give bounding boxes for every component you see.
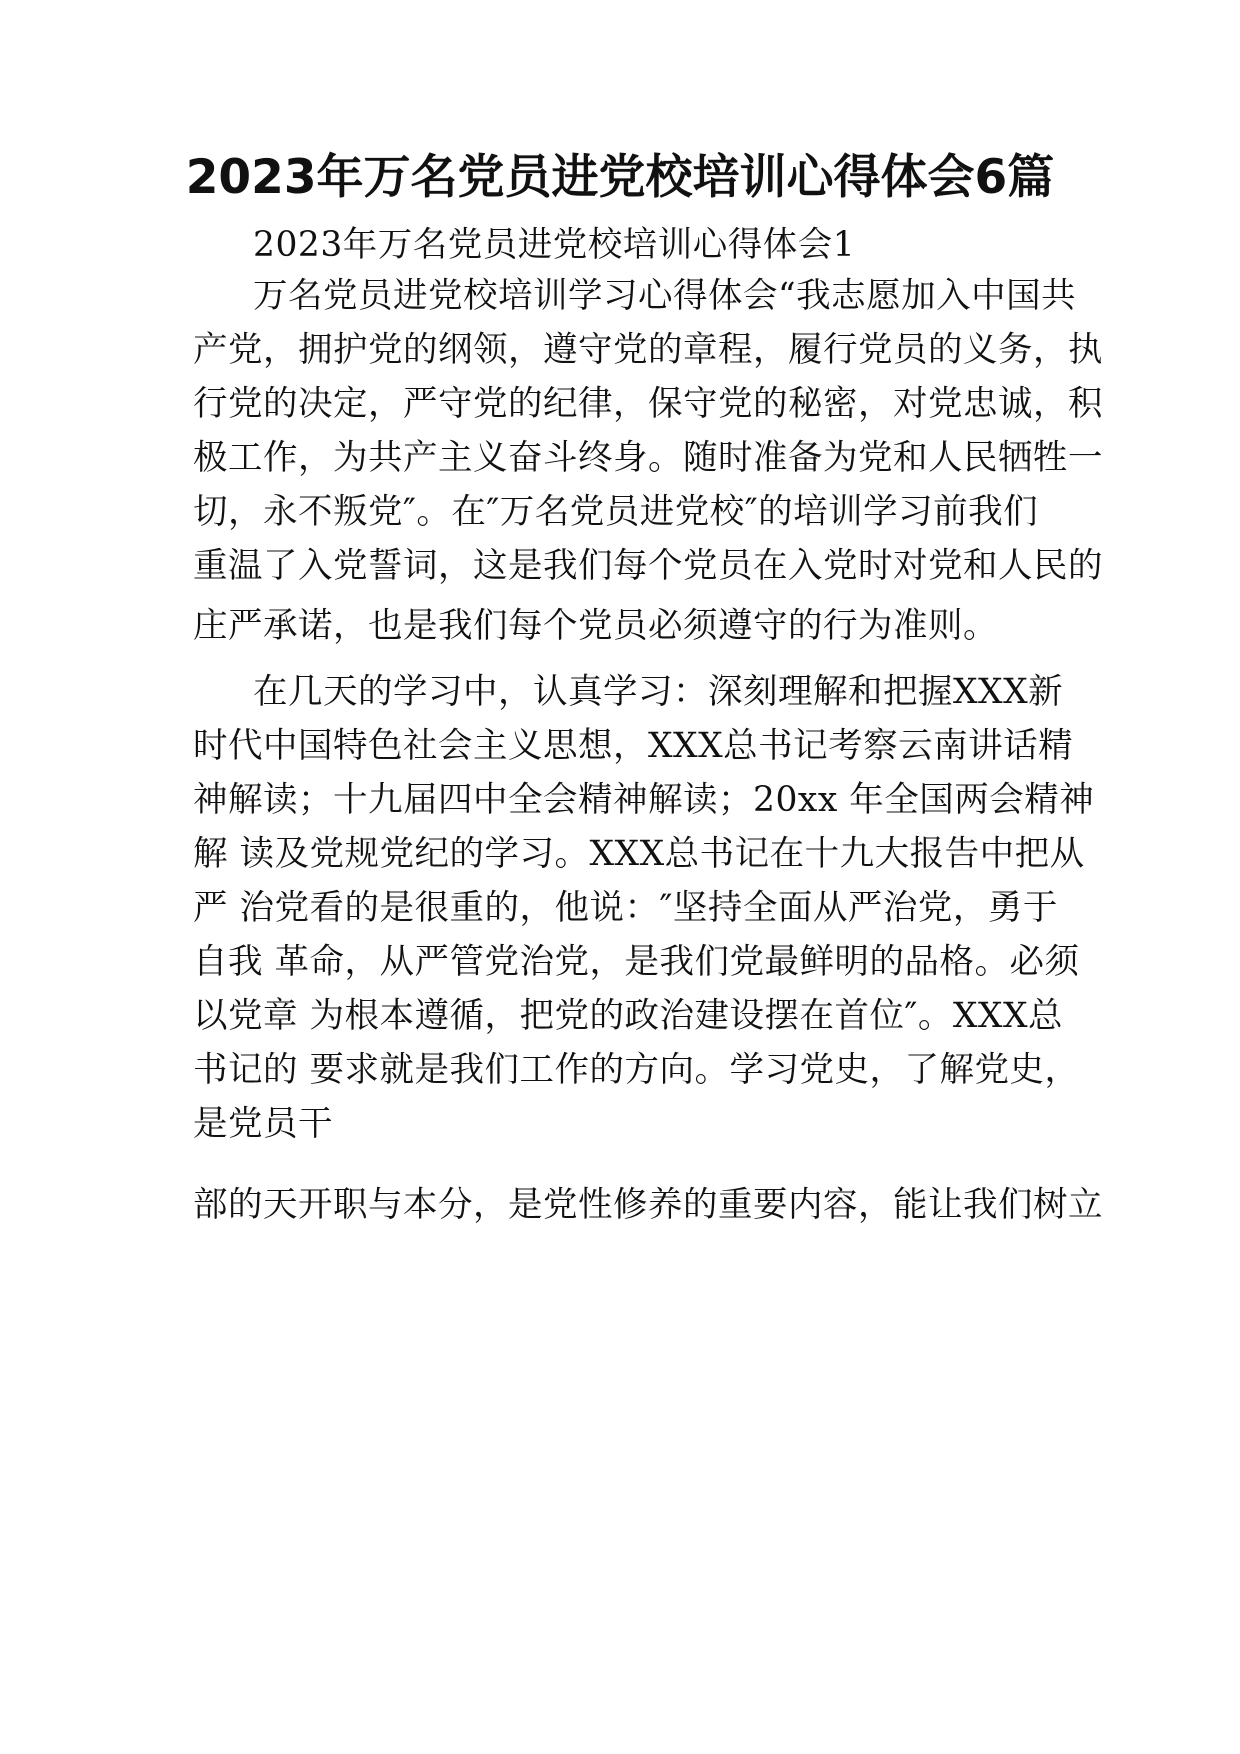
section-heading: 2023年万名党员进党校培训心得体会1: [253, 225, 856, 265]
paragraph-line: 以党章 为根本遵循，把党的政治建设摆在首位″。XXX总: [193, 996, 1064, 1036]
paragraph-line: 产党，拥护党的纲领，遵守党的章程，履行党员的义务，执: [193, 330, 1103, 370]
paragraph-line: 时代中国特色社会主义思想，XXX总书记考察云南讲话精: [193, 726, 1074, 766]
paragraph-line: 是党员干: [193, 1104, 333, 1144]
paragraph-line: 切，永不叛党″。在″万名党员进党校″的培训学习前我们: [193, 492, 1039, 532]
paragraph-line: 庄严承诺，也是我们每个党员必须遵守的行为准则。: [193, 606, 998, 646]
paragraph-line: 书记的 要求就是我们工作的方向。学习党史，了解党史，: [193, 1050, 1080, 1090]
paragraph-line: 万名党员进党校培训学习心得体会“我志愿加入中国共: [253, 276, 1077, 316]
paragraph-line: 行党的决定，严守党的纪律，保守党的秘密，对党忠诚，积: [193, 384, 1103, 424]
paragraph-line: 重温了入党誓词，这是我们每个党员在入党时对党和人民的: [193, 546, 1103, 586]
paragraph-line: 部的天开职与本分，是党性修养的重要内容，能让我们树立: [193, 1185, 1103, 1225]
paragraph-line: 神解读；十九届四中全会精神解读；20xx 年全国两会精神: [193, 780, 1095, 820]
paragraph-line: 自我 革命，从严管党治党，是我们党最鲜明的品格。必须: [193, 942, 1080, 982]
paragraph-line: 严 治党看的是很重的，他说：″坚持全面从严治党，勇于: [193, 888, 1058, 928]
paragraph-line: 在几天的学习中，认真学习：深刻理解和把握XXX新: [253, 672, 1064, 712]
paragraph-line: 极工作，为共产主义奋斗终身。随时准备为党和人民牺牲一: [193, 438, 1103, 478]
paragraph-line: 解 读及党规党纪的学习。XXX总书记在十九大报告中把从: [193, 834, 1085, 874]
document-title: 2023年万名党员进党校培训心得体会6篇: [185, 150, 1055, 205]
